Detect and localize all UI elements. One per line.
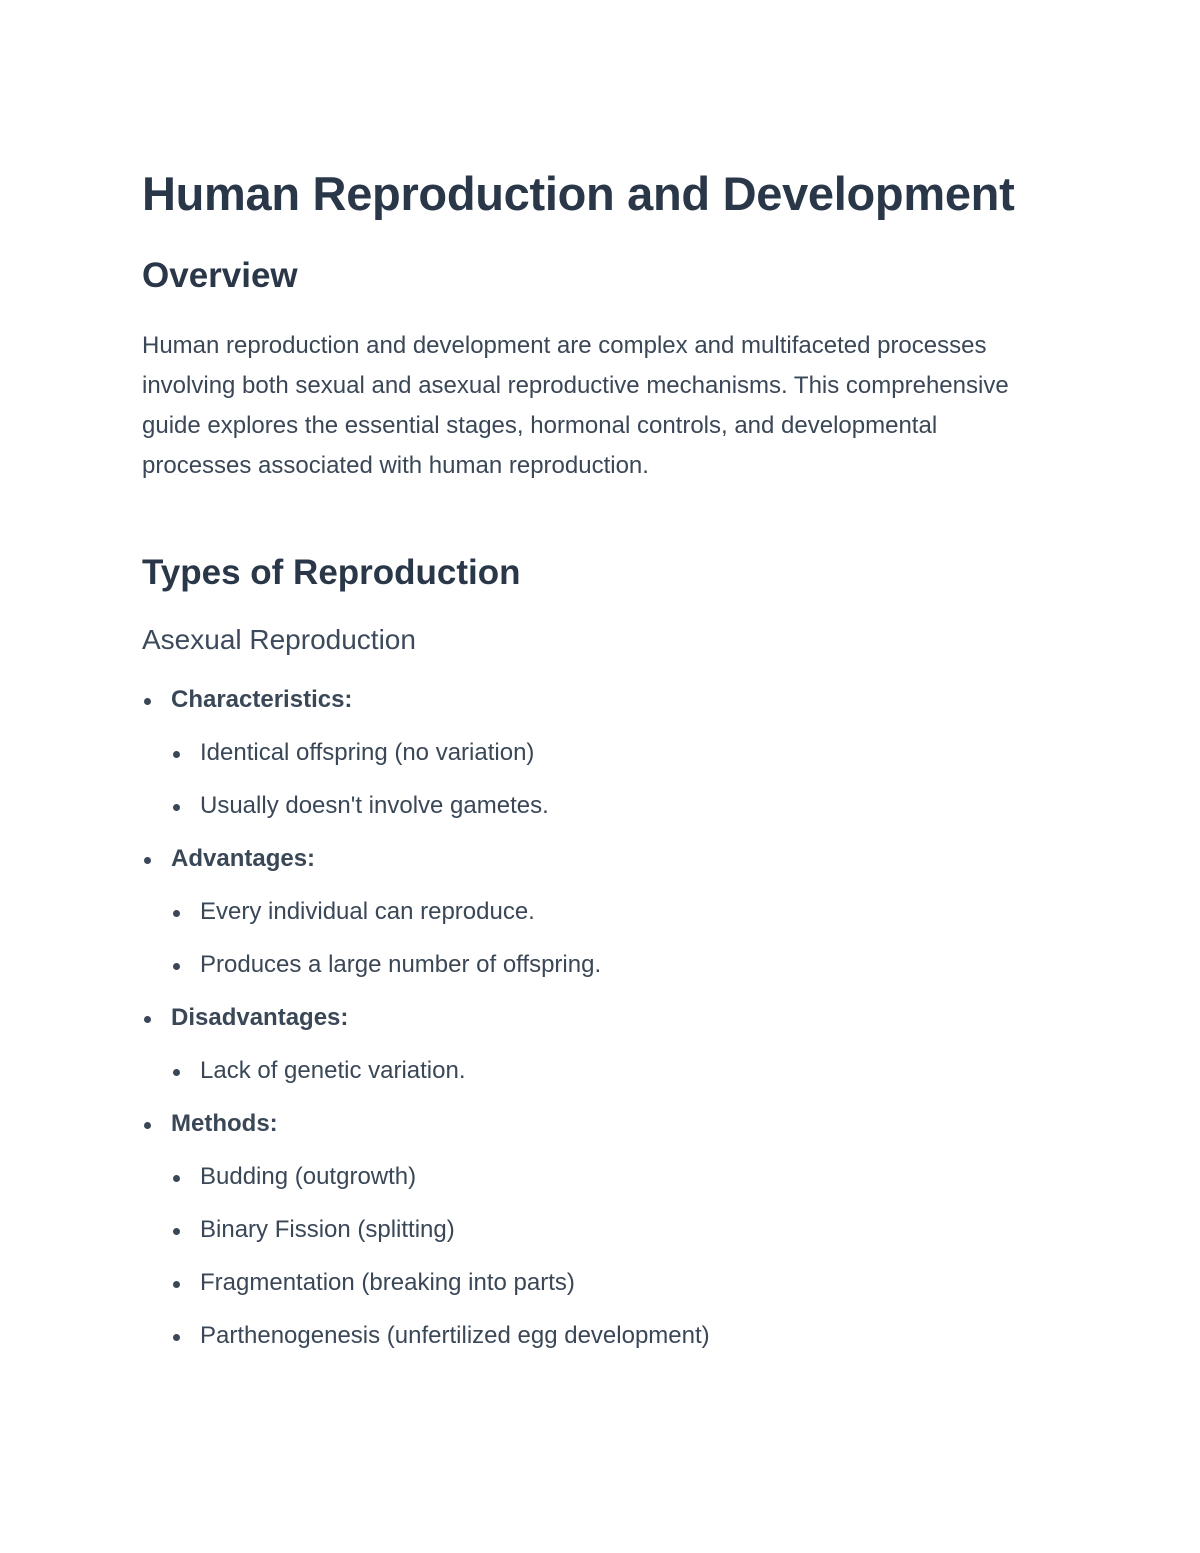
bullet-icon xyxy=(173,751,180,758)
list-item xyxy=(142,1157,710,1210)
list-item xyxy=(142,1263,710,1316)
bullet-icon xyxy=(173,804,180,811)
bullet-icon xyxy=(173,1175,180,1182)
overview-heading: Overview xyxy=(142,256,298,295)
list-item xyxy=(142,1210,710,1263)
bullet-icon xyxy=(144,857,151,864)
list-item-text: Binary Fission (splitting) xyxy=(200,1216,455,1243)
list-item xyxy=(142,1316,710,1369)
bullet-icon xyxy=(173,1069,180,1076)
list-item-text: Fragmentation (breaking into parts) xyxy=(200,1269,575,1296)
bullet-icon xyxy=(144,698,151,705)
list-item-text: Produces a large number of offspring. xyxy=(200,951,602,978)
list-item-text: Every individual can reproduce. xyxy=(200,898,535,925)
list-item-text: Identical offspring (no variation) xyxy=(200,739,535,766)
list-item-text: Parthenogenesis (unfertilized egg development) xyxy=(200,1322,710,1349)
bullet-icon xyxy=(144,1122,151,1129)
page-title: Human Reproduction and Development xyxy=(142,167,1015,220)
group-label: Methods: xyxy=(171,1110,278,1137)
list-item-text: Usually doesn't involve gametes. xyxy=(200,792,549,819)
bullet-icon xyxy=(173,1228,180,1235)
list-item-methods xyxy=(142,1104,710,1157)
list-item-text: Lack of genetic variation. xyxy=(200,1057,466,1084)
bullet-icon xyxy=(144,1016,151,1023)
list-item xyxy=(142,786,710,839)
bullet-icon xyxy=(173,1281,180,1288)
bullet-icon xyxy=(173,910,180,917)
list-item xyxy=(142,892,710,945)
bullet-icon xyxy=(173,963,180,970)
list-item-characteristics xyxy=(142,680,710,733)
asexual-list xyxy=(142,680,710,1369)
overview-paragraph: Human reproduction and development are complex and multifaceted processes involving both sexual and asexual reproductive mechanisms. This comprehensive guide explores the essential stages, hormonal controls, and developmental processes associated with human reproduction. xyxy=(142,332,1009,479)
list-item xyxy=(142,945,710,998)
list-item xyxy=(142,1051,710,1104)
group-label: Advantages: xyxy=(171,845,316,872)
list-item-advantages xyxy=(142,839,710,892)
list-item xyxy=(142,733,710,786)
group-label: Disadvantages: xyxy=(171,1004,349,1031)
bullet-icon xyxy=(173,1334,180,1341)
list-item-disadvantages xyxy=(142,998,710,1051)
types-heading: Types of Reproduction xyxy=(142,553,521,592)
list-item-text: Budding (outgrowth) xyxy=(200,1163,417,1190)
group-label: Characteristics: xyxy=(171,686,353,713)
asexual-heading: Asexual Reproduction xyxy=(142,624,416,655)
